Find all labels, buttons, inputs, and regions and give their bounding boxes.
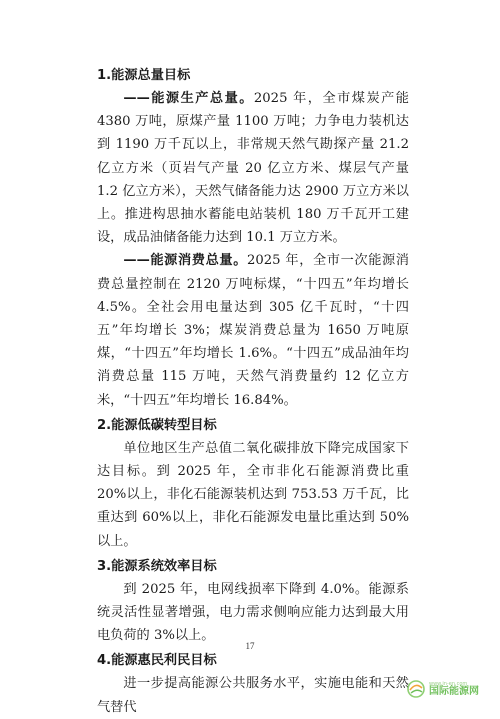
watermark-url: www.in-en.com	[429, 680, 468, 687]
paragraph-lead: ——能源生产总量。	[123, 91, 254, 106]
page-number: 17	[245, 641, 255, 651]
section-heading-4: 4.能源惠民利民目标	[97, 653, 217, 669]
paragraph-efficiency	[97, 578, 409, 648]
paragraph-text: 单位地区生产总值二氧化碳排放下降完成国家下达目标。到 2025 年，全市非化石能源消费比重 20%以上，非化石能源装机达到 753.53 万千瓦，比重达到 60%以上，非化石能源发电量比重达到 50%以上。	[97, 440, 409, 549]
paragraph-text: 进一步提高能源公共服务水平，实施电能和天然气替代	[97, 676, 409, 715]
section-heading-2: 2.能源低碳转型目标	[97, 417, 217, 433]
globe-leaf-icon	[406, 679, 426, 699]
watermark-name: 国际能源网	[429, 685, 479, 697]
paragraph-production	[97, 87, 409, 249]
paragraph-low-carbon	[97, 437, 409, 553]
document-body	[97, 64, 409, 719]
paragraph-text: 到 2025 年，电网线损率下降到 4.0%。能源系统灵活性显著增强，电力需求侧响应能力达到最大用电负荷的 3%以上。	[97, 581, 409, 644]
paragraph-public-benefit	[97, 672, 409, 718]
section-heading-1: 1.能源总量目标	[97, 68, 191, 83]
section-heading-3: 3.能源系统效率目标	[97, 558, 217, 574]
watermark-logo	[406, 677, 492, 701]
paragraph-text: 2025 年，全市煤炭产能 4380 万吨，原煤产量 1100 万吨；力争电力装机达到 1190 万千瓦以上，非常规天然气勘探产量 21.2 亿立方米（页岩气产量 20 亿立方米、煤层气产量 1.2 亿立方米），天然气储备能力达 2900 万立方米以上。推进构思抽水蓄能电站装机 180 万千瓦开工建设，成品油储备能力达到 10.1 万立方米。	[97, 91, 409, 246]
paragraph-lead: ——能源消费总量。	[123, 253, 248, 269]
paragraph-text: 2025 年，全市一次能源消费总量控制在 2120 万吨标煤，“十四五”年均增长 4.5%。全社会用电量达到 305 亿千瓦时，“十四五”年均增长 3%；煤炭消费总量为 1650 万吨原煤，“十四五”年均增长 1.6%。“十四五”成品油年均消费总量 115 万吨，天然气消费量约 12 亿立方米，“十四五”年均增长 16.84%。	[97, 253, 409, 408]
paragraph-consumption	[97, 249, 409, 411]
